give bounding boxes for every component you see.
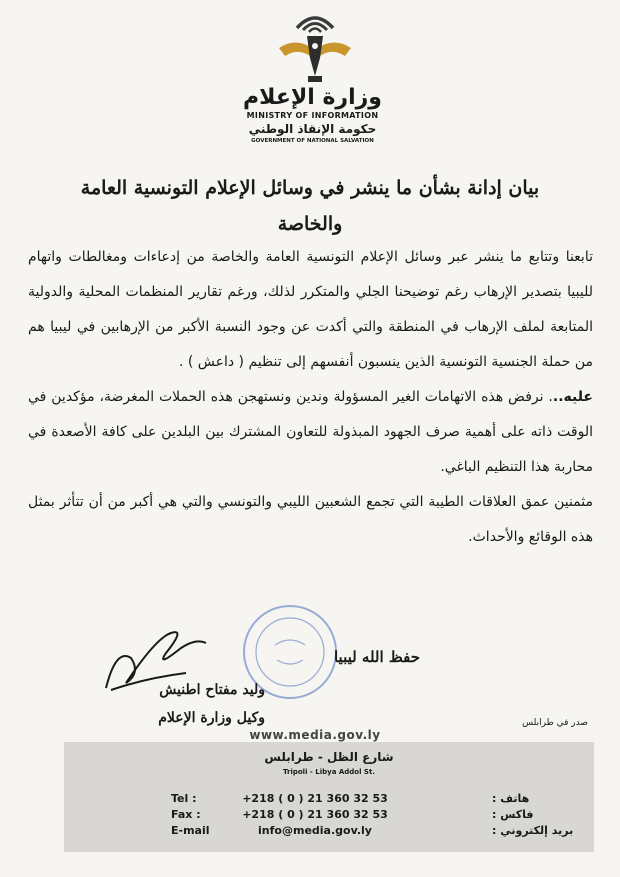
- fax-label-en: Fax :: [171, 808, 201, 821]
- ministry-name-english: MINISTRY OF INFORMATION: [246, 111, 379, 120]
- tel-row: [64, 792, 594, 808]
- fax-row: [64, 808, 594, 824]
- website-link[interactable]: www.media.gov.ly: [249, 728, 381, 742]
- fax-label-ar: فاكس :: [492, 808, 534, 821]
- paragraph-3: مثمنين عمق العلاقات الطيبة التي تجمع الشعبين الليبي والتونسي والتي هي أكبر من أن تتأثر بمثل هذه الوقائع والأحداث.: [28, 494, 593, 545]
- tel-label-ar: هاتف :: [492, 792, 530, 805]
- tel-label-en: Tel :: [171, 792, 197, 805]
- government-name-arabic: حكومة الإنقاذ الوطني: [248, 122, 377, 136]
- paragraph-2-lead: عليه..: [552, 389, 593, 405]
- email-label-ar: بريد إلكتروني :: [492, 824, 574, 837]
- address-arabic: شارع الظل - طرابلس: [264, 750, 394, 764]
- paragraph-2: [28, 380, 593, 485]
- issue-place: صدر في طرابلس: [522, 718, 588, 728]
- email-value[interactable]: info@media.gov.ly: [258, 824, 372, 837]
- email-label-en: E-mail: [171, 824, 210, 837]
- ministry-emblem-icon: [275, 6, 355, 88]
- address-english: Tripoli - Libya Addol St.: [283, 768, 375, 776]
- statement-title: بيان إدانة بشأن ما ينشر في وسائل الإعلام التونسية العامة والخاصة: [80, 177, 540, 235]
- government-name-english: GOVERNMENT OF NATIONAL SALVATION: [251, 138, 374, 144]
- signer-name: وليد مفتاح اطنيش: [159, 682, 265, 698]
- statement-body: [28, 240, 593, 555]
- tel-value: +218 ( 0 ) 21 360 32 53: [242, 792, 388, 805]
- fax-value: +218 ( 0 ) 21 360 32 53: [242, 808, 388, 821]
- paragraph-2-text: . نرفض هذه الاتهامات الغير المسؤولة وندين ونستهجن هذه الحملات المغرضة، مؤكدين في الوقت ذاته على أهمية صرف الجهود المبذولة للتعاون المشترك بين البلدين على كافة الأصعدة في محاربة هذا التنظيم الباغي.: [28, 389, 593, 475]
- email-row: [64, 824, 594, 840]
- closing-phrase: حفظ الله ليبيا: [333, 648, 420, 666]
- contact-footer: [64, 742, 594, 852]
- signer-block: [95, 676, 265, 732]
- ministry-name-arabic: وزارة الإعلام: [243, 85, 382, 110]
- paragraph-1: تابعنا وتتابع ما ينشر عبر وسائل الإعلام التونسية العامة والخاصة من إدعاءات ومغالطات واتهام لليبيا بتصدير الإرهاب رغم توضيحنا الجلي والمتكرر لذلك، ورغم تقارير المنظمات المحلية والدولية المتابعة لملف الإرهاب في المنطقة والتي أكدت عن وجود النسبة الأكبر من الإرهابين في ليبيا هم من حملة الجنسية التونسية الذين ينسبون أنفسهم إلى تنظيم ( داعش ) .: [28, 249, 593, 370]
- signer-position: وكيل وزارة الإعلام: [158, 710, 265, 726]
